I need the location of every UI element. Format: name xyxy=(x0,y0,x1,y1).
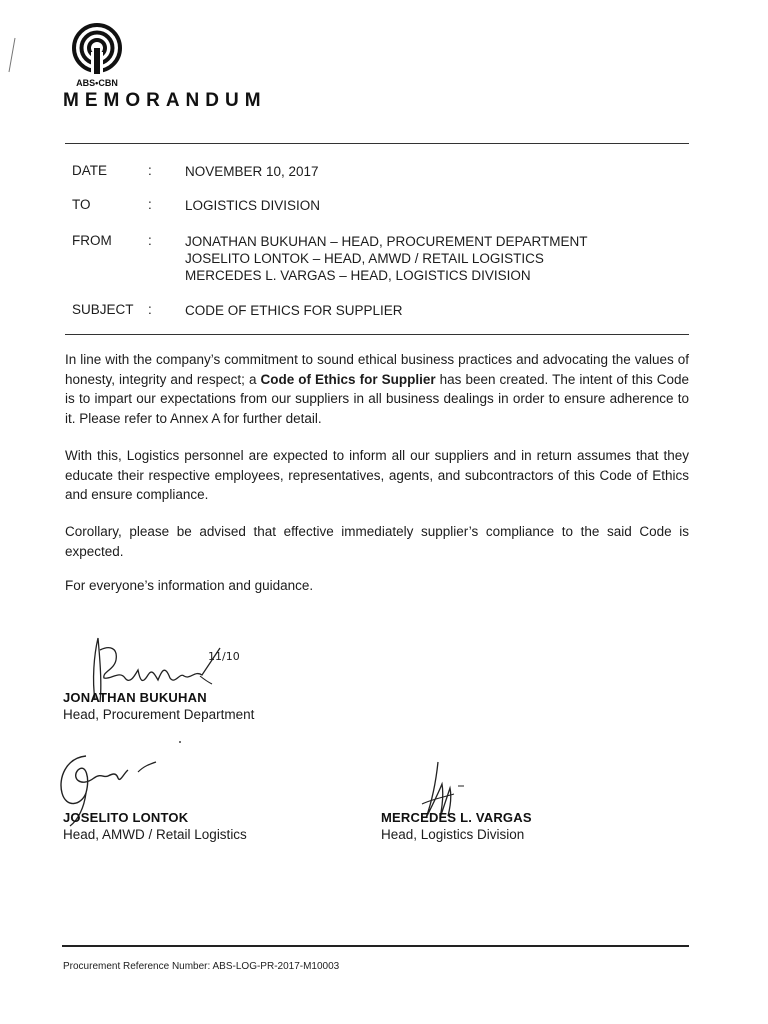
body-paragraph-2: With this, Logistics personnel are expected to inform all our suppliers and in return assumes that they educate their respective employees, representatives, agents, and subcontractors of this Code of Ethics and ensure compliance. xyxy=(65,448,689,502)
signatory-1-name: JONATHAN BUKUHAN xyxy=(63,690,207,705)
date-colon: : xyxy=(148,163,152,178)
signatory-3-title: Head, Logistics Division xyxy=(381,827,525,842)
to-colon: : xyxy=(148,197,152,212)
dot-mark xyxy=(179,741,181,743)
paragraph-1-text-end: has been created. The intent of this Code is to impart our expectations from our suppliers in all business dealings in order to ensure adherence to it. Please refer to Annex A for further detail. xyxy=(65,371,690,426)
from-label: FROM xyxy=(72,233,112,248)
from-value-2: JOSELITO LONTOK – HEAD, AMWD / RETAIL LOGISTICS xyxy=(185,251,544,266)
abs-cbn-logo-icon xyxy=(71,22,123,78)
date-value: NOVEMBER 10, 2017 xyxy=(185,164,319,179)
company-logo xyxy=(66,22,128,94)
paragraph-1-bold-phrase: Code of Ethics for Supplier xyxy=(260,371,436,387)
from-value-1: JONATHAN BUKUHAN – HEAD, PROCUREMENT DEPARTMENT xyxy=(185,234,588,249)
signatory-1-title: Head, Procurement Department xyxy=(63,707,255,722)
to-label: TO xyxy=(72,197,91,212)
subject-label: SUBJECT xyxy=(72,302,134,317)
date-label: DATE xyxy=(72,163,108,178)
scan-mark xyxy=(4,36,18,76)
to-value: LOGISTICS DIVISION xyxy=(185,198,321,213)
signature-date-note: 11/10 xyxy=(208,650,240,663)
signatory-2-title: Head, AMWD / Retail Logistics xyxy=(63,827,247,842)
memo-title: MEMORANDUM xyxy=(63,90,267,111)
signatory-3-name: MERCEDES L. VARGAS xyxy=(381,810,532,825)
from-colon: : xyxy=(148,233,152,248)
procurement-reference-number: Procurement Reference Number: ABS-LOG-PR-2017-M10003 xyxy=(63,961,340,972)
footer-rule xyxy=(62,945,689,947)
header-bottom-rule xyxy=(65,334,689,335)
subject-value: CODE OF ETHICS FOR SUPPLIER xyxy=(185,303,403,318)
paragraph-1-text-start: In line with the company’s commitment to sound ethical business practices and advocating the values of honesty, integrity and respect; a xyxy=(65,352,689,387)
header-top-rule xyxy=(65,143,689,144)
logo-text: ABS•CBN xyxy=(76,78,118,88)
body-paragraph-4: For everyone’s information and guidance. xyxy=(65,578,314,593)
body-paragraph-1 xyxy=(65,350,689,428)
from-value-3: MERCEDES L. VARGAS – HEAD, LOGISTICS DIVISION xyxy=(185,268,531,283)
subject-colon: : xyxy=(148,302,152,317)
body-paragraph-3: Corollary, please be advised that effective immediately supplier’s compliance to the said Code is expected. xyxy=(65,524,689,559)
signatory-2-name: JOSELITO LONTOK xyxy=(63,810,189,825)
